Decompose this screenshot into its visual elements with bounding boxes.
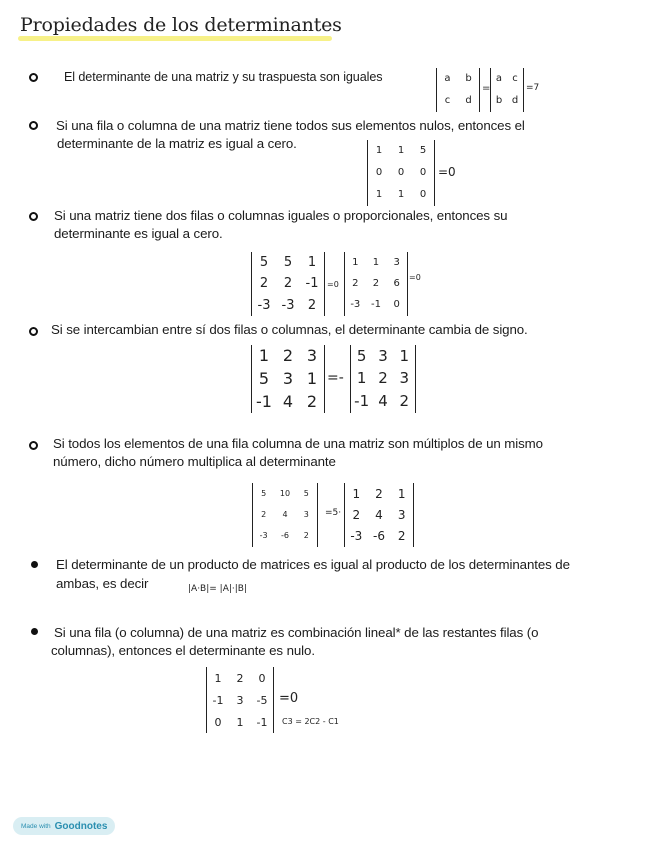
matrix-cell: c — [444, 95, 451, 106]
equals-result: =7 — [526, 83, 540, 93]
property-2-line2: determinante de la matriz es igual a cero. — [57, 136, 297, 151]
matrix-cell: a — [495, 73, 503, 84]
matrix-cell: 4 — [282, 509, 288, 519]
matrix-cell: 2 — [236, 671, 244, 685]
matrix-cell: 1 — [214, 671, 222, 685]
matrix-cell: 3 — [378, 346, 388, 365]
matrix-cell: 3 — [306, 346, 318, 366]
matrix-cell: 2 — [261, 509, 267, 519]
matrix-cell: -3 — [257, 297, 271, 313]
matrix-cell: 1 — [397, 145, 405, 156]
matrix-cell: 2 — [352, 507, 361, 522]
matrix-cell: 2 — [282, 346, 294, 366]
property-3-line1: Si una matriz tiene dos filas o columnas iguales o proporcionales, entonces su — [54, 208, 508, 223]
matrix-cell: 1 — [352, 486, 361, 501]
matrix-cell: 5 — [356, 346, 367, 365]
matrix-cell: c — [512, 73, 518, 84]
bullet-icon — [29, 441, 38, 450]
matrix-cell: d — [465, 95, 472, 106]
matrix-cell: 2 — [307, 297, 317, 313]
matrix-cell: 3 — [236, 693, 244, 707]
matrix-cell: -3 — [259, 531, 268, 541]
matrix-cell: 4 — [375, 507, 383, 522]
matrix-cell: 5 — [283, 255, 293, 271]
matrix-cell: 0 — [419, 189, 427, 200]
matrix-cell: 0 — [393, 299, 400, 311]
matrix-cell: -3 — [350, 299, 361, 311]
property-1-matrix-b — [490, 68, 524, 112]
matrix-cell: 2 — [259, 276, 269, 292]
matrix-cell: 1 — [372, 256, 380, 268]
matrix-cell: -1 — [256, 715, 268, 729]
matrix-cell: -3 — [281, 297, 295, 313]
equals-result: =0 — [279, 691, 299, 706]
bullet-icon — [29, 121, 38, 130]
matrix-cell: 1 — [307, 255, 317, 271]
property-5-matrix-b — [344, 483, 414, 547]
matrix-cell: a — [444, 73, 451, 84]
property-7-line1: Si una fila (o columna) de una matriz es combinación lineal* de las restantes filas (o — [54, 625, 539, 640]
matrix-cell: 5 — [303, 488, 309, 498]
property-4-matrix-a — [251, 345, 325, 413]
bullet-icon — [29, 73, 38, 82]
matrix-cell: 2 — [378, 369, 388, 388]
matrix-cell: 1 — [375, 189, 383, 200]
matrix-cell: 2 — [372, 277, 380, 289]
matrix-cell: 4 — [282, 391, 294, 411]
goodnotes-logo: Goodnotes — [54, 820, 108, 832]
matrix-cell: 1 — [258, 346, 270, 366]
matrix-cell: 4 — [378, 392, 388, 411]
bullet-icon — [29, 327, 38, 336]
matrix-cell: d — [511, 95, 519, 106]
property-3-matrix-a — [251, 252, 325, 316]
property-2-matrix — [367, 140, 435, 206]
matrix-cell: 6 — [393, 277, 400, 289]
property-1-matrix-a — [436, 68, 480, 112]
matrix-cell: 2 — [375, 486, 383, 501]
matrix-cell: 0 — [258, 671, 266, 685]
matrix-cell: 3 — [393, 256, 400, 268]
matrix-cell: -6 — [281, 531, 289, 541]
matrix-cell: 0 — [375, 167, 383, 178]
matrix-cell: 5 — [419, 145, 427, 156]
property-5-matrix-a — [252, 483, 318, 547]
property-6-line1: El determinante de un producto de matrices es igual al producto de los determinantes de — [56, 557, 570, 572]
matrix-cell: 3 — [399, 369, 410, 388]
matrix-cell: 3 — [303, 509, 309, 519]
property-5-line1: Si todos los elementos de una fila columna de una matriz son múltiplos de un mismo — [53, 436, 543, 451]
matrix-cell: 2 — [399, 392, 410, 411]
matrix-cell: 2 — [303, 531, 309, 541]
matrix-cell: 3 — [397, 507, 406, 522]
matrix-cell: 1 — [236, 715, 244, 729]
matrix-cell: 1 — [375, 145, 383, 156]
goodnotes-badge — [13, 817, 115, 835]
matrix-cell: 1 — [306, 368, 318, 388]
matrix-cell: 1 — [352, 256, 359, 268]
property-3-matrix-b — [344, 252, 408, 316]
matrix-cell: -6 — [373, 529, 385, 544]
matrix-cell: -5 — [256, 693, 268, 707]
property-4-matrix-b — [350, 345, 416, 413]
property-2-line1: Si una fila o columna de una matriz tiene todos sus elementos nulos, entonces el — [56, 118, 525, 133]
matrix-cell: 5 — [261, 488, 267, 498]
title-highlight — [18, 36, 332, 41]
property-5-line2: número, dicho número multiplica al determinante — [53, 454, 336, 469]
matrix-cell: 2 — [352, 277, 359, 289]
matrix-cell: 5 — [258, 368, 270, 388]
matrix-cell: -1 — [305, 276, 319, 292]
matrix-cell: 0 — [397, 167, 405, 178]
bullet-icon — [29, 212, 38, 221]
equals-five-sign: =5· — [325, 508, 342, 518]
matrix-cell: -1 — [371, 299, 381, 311]
equals-result: =0 — [409, 273, 421, 282]
matrix-cell: 1 — [397, 486, 406, 501]
equals-result: =0 — [438, 165, 456, 179]
matrix-cell: 1 — [356, 369, 367, 388]
matrix-cell: -1 — [256, 391, 272, 411]
matrix-cell: 1 — [397, 189, 405, 200]
matrix-cell: 2 — [397, 529, 406, 544]
matrix-cell: 2 — [283, 276, 293, 292]
matrix-cell: 2 — [306, 391, 318, 411]
matrix-cell: 0 — [214, 715, 222, 729]
property-1-text: El determinante de una matriz y su traspuesta son iguales — [64, 70, 383, 84]
matrix-cell: 1 — [399, 346, 410, 365]
property-7-matrix — [206, 667, 274, 733]
matrix-cell: b — [495, 95, 503, 106]
matrix-cell: 5 — [259, 255, 269, 271]
made-with-label: Made with — [21, 822, 51, 830]
property-7-line2: columnas), entonces el determinante es nulo. — [51, 643, 315, 658]
matrix-cell: 3 — [282, 368, 294, 388]
linear-combination-note: C3 = 2C2 - C1 — [282, 717, 339, 726]
property-6-line2: ambas, es decir — [56, 576, 149, 591]
matrix-cell: 0 — [419, 167, 427, 178]
product-formula: |A·B|= |A|·|B| — [188, 584, 247, 594]
matrix-cell: 10 — [279, 488, 291, 498]
bullet-icon — [31, 628, 38, 635]
matrix-cell: -3 — [350, 529, 363, 544]
matrix-cell: -1 — [354, 392, 370, 411]
matrix-cell: -1 — [212, 693, 224, 707]
page-title: Propiedades de los determinantes — [20, 14, 342, 36]
property-4-text: Si se intercambian entre sí dos filas o columnas, el determinante cambia de signo. — [51, 322, 528, 337]
property-3-line2: determinante es igual a cero. — [54, 226, 223, 241]
equals-minus-sign: =- — [327, 370, 344, 386]
bullet-icon — [31, 561, 38, 568]
equals-sign: = — [482, 83, 491, 94]
equals-sign: =0 — [327, 280, 339, 289]
matrix-cell: b — [465, 73, 472, 84]
